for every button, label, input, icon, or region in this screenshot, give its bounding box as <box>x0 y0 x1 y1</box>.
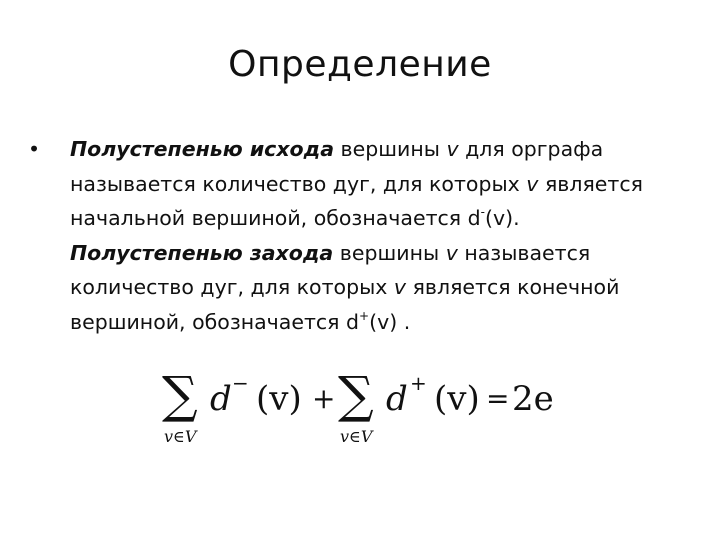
variable-v: v <box>446 137 459 161</box>
definition-bullet <box>28 132 698 339</box>
degree-sum-formula <box>160 362 580 452</box>
variable-v: v <box>393 275 407 299</box>
out-degree-symbol: d <box>210 379 232 419</box>
plus-superscript: + <box>359 308 370 323</box>
definition-text-segment: вершины <box>333 240 446 265</box>
slide-title: Определение <box>228 44 492 85</box>
formula-rhs: 2e <box>512 379 554 419</box>
sum-index-2: v∈V <box>340 427 373 446</box>
definition-text-segment: является начальной вершиной, обозначается d <box>70 171 643 230</box>
definition-text-segment: вершины <box>334 137 447 161</box>
sum-index-1: v∈V <box>164 427 197 446</box>
minus-superscript: - <box>480 205 485 219</box>
in-degree-argument: (v) <box>434 379 480 419</box>
equals-operator: = <box>486 382 510 415</box>
in-degree-term: Полустепенью захода <box>70 240 334 265</box>
definition-text-segment: для орграфа называется количество дуг, для которых <box>70 137 604 196</box>
definition-text-segment: является конечной вершиной, обозначается d <box>70 275 620 334</box>
definition-text-segment: (v). <box>485 206 520 230</box>
bullet-marker: • <box>28 137 41 161</box>
plus-operator: + <box>312 382 336 415</box>
variable-v: v <box>445 240 458 265</box>
sum-symbol: ∑ <box>338 366 374 424</box>
definition-text-segment: (v) . <box>369 309 411 334</box>
minus-superscript: − <box>232 371 249 395</box>
out-degree-term: Полустепенью исхода <box>70 137 335 161</box>
in-degree-symbol: d <box>386 379 408 419</box>
out-degree-argument: (v) <box>256 379 302 419</box>
definition-text-segment: называется количество дуг, для которых <box>70 240 591 299</box>
variable-v: v <box>526 171 539 196</box>
plus-superscript: + <box>410 371 427 395</box>
sum-symbol: ∑ <box>162 366 198 424</box>
definition-text <box>70 132 698 339</box>
